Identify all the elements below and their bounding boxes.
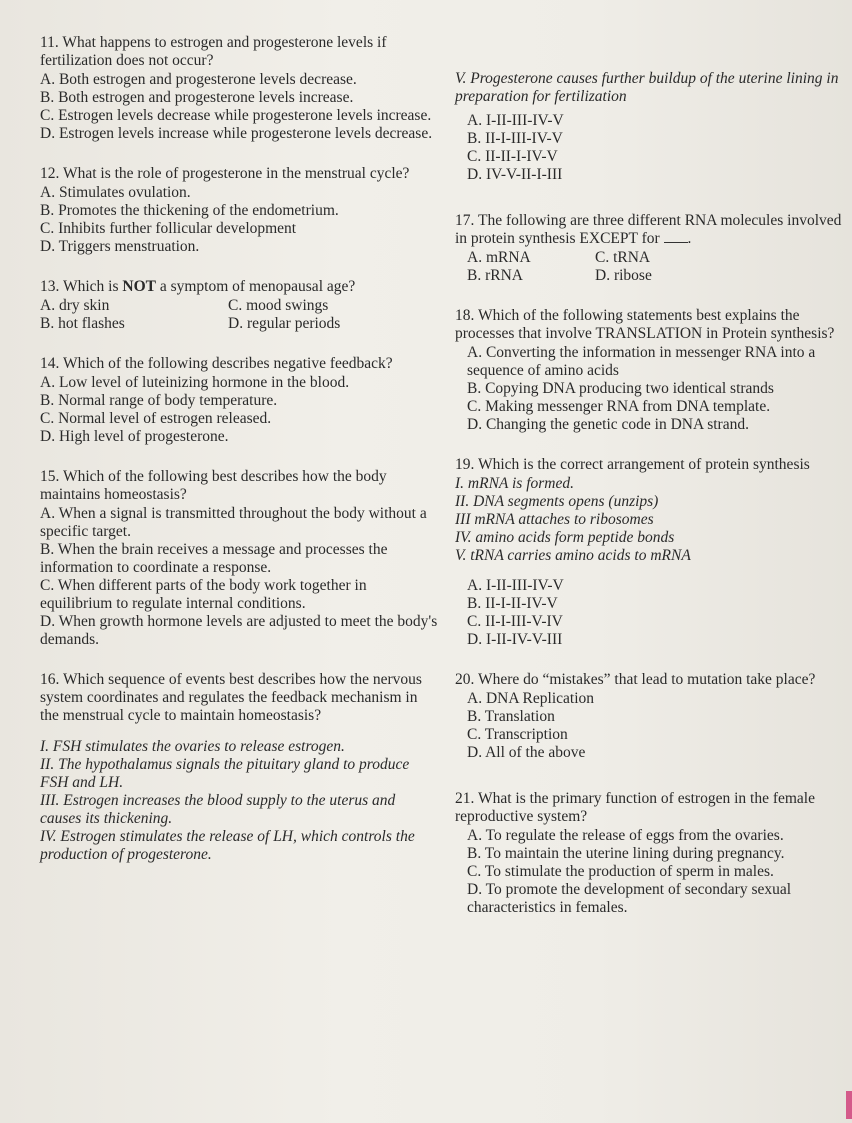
option-b[interactable]: B. Copying DNA producing two identical strands <box>467 380 774 397</box>
option-d[interactable]: D. Estrogen levels increase while progesterone levels decrease. <box>40 125 433 142</box>
sequence-item-5: V. Progesterone causes further buildup of the uterine lining in preparation for fertilization <box>455 70 839 105</box>
sequence-item-5: V. tRNA carries amino acids to mRNA <box>455 547 691 564</box>
question-18 <box>455 307 845 434</box>
option-a[interactable]: A. I-II-III-IV-V <box>467 577 564 594</box>
question-11 <box>40 34 440 143</box>
option-d[interactable]: D. To promote the development of secondary sexual characteristics in females. <box>467 881 792 916</box>
sequence-item-1: I. FSH stimulates the ovaries to release estrogen. <box>40 738 345 755</box>
edge-color-mark <box>846 1091 852 1119</box>
question-stem: 11. What happens to estrogen and progesterone levels if fertilization does not occur? <box>40 34 387 69</box>
option-d[interactable]: D. regular periods <box>228 315 341 332</box>
sequence-item-4: IV. amino acids form peptide bonds <box>455 529 675 546</box>
right-column <box>455 70 845 933</box>
option-b[interactable]: B. To maintain the uterine lining during pregnancy. <box>467 845 785 862</box>
stem-post: a symptom of menopausal age? <box>155 278 356 295</box>
stem-pre: 13. Which is <box>40 278 123 295</box>
option-b[interactable]: B. Promotes the thickening of the endometrium. <box>40 202 339 219</box>
sequence-item-3: III. Estrogen increases the blood supply to the uterus and causes its thickening. <box>40 792 396 827</box>
option-c[interactable]: C. Inhibits further follicular development <box>40 220 297 237</box>
question-20 <box>455 671 845 762</box>
question-16 <box>40 671 440 864</box>
question-12 <box>40 165 440 256</box>
question-stem: 15. Which of the following best describes how the body maintains homeostasis? <box>40 468 387 503</box>
question-14 <box>40 355 440 446</box>
option-a[interactable]: A. Stimulates ovulation. <box>40 184 191 201</box>
option-c[interactable]: C. Estrogen levels decrease while progesterone levels increase. <box>40 107 432 124</box>
option-d[interactable]: D. ribose <box>595 267 652 284</box>
sequence-item-2: II. DNA segments opens (unzips) <box>455 493 659 510</box>
option-c[interactable]: C. Normal level of estrogen released. <box>40 410 272 427</box>
question-stem: 17. The following are three different RNA molecules involved in protein synthesis EXCEPT for . <box>455 212 842 247</box>
sequence-item-3: III mRNA attaches to ribosomes <box>455 511 654 528</box>
sequence-item-4: IV. Estrogen stimulates the release of LH, which controls the production of progesterone. <box>40 828 415 863</box>
option-a[interactable]: A. Converting the information in messenger RNA into a sequence of amino acids <box>467 344 816 379</box>
question-15 <box>40 468 440 649</box>
left-column <box>40 34 440 880</box>
option-c[interactable]: C. II-I-III-V-IV <box>467 613 563 630</box>
option-d[interactable]: D. Triggers menstruation. <box>40 238 200 255</box>
question-stem: 16. Which sequence of events best describes how the nervous system coordinates and regulates the feedback mechanism in the menstrual cycle to maintain homeostasis? <box>40 671 422 724</box>
sequence-item-1: I. mRNA is formed. <box>455 475 574 492</box>
option-b[interactable]: B. Both estrogen and progesterone levels increase. <box>40 89 354 106</box>
option-b[interactable]: B. hot flashes <box>40 315 125 332</box>
option-d[interactable]: D. I-II-IV-V-III <box>467 631 563 648</box>
question-stem: 14. Which of the following describes negative feedback? <box>40 355 393 372</box>
option-a[interactable]: A. mRNA <box>467 249 531 266</box>
option-c[interactable]: C. Making messenger RNA from DNA template. <box>467 398 771 415</box>
question-stem: 12. What is the role of progesterone in the menstrual cycle? <box>40 165 410 182</box>
option-c[interactable]: C. Transcription <box>467 726 568 743</box>
option-a[interactable]: A. When a signal is transmitted throughout the body without a specific target. <box>40 505 427 540</box>
option-a[interactable]: A. To regulate the release of eggs from the ovaries. <box>467 827 784 844</box>
option-c[interactable]: C. mood swings <box>228 297 329 314</box>
question-stem: 18. Which of the following statements best explains the processes that involve TRANSLATION in Protein synthesis? <box>455 307 835 342</box>
option-a[interactable]: A. I-II-III-IV-V <box>467 112 564 129</box>
stem-text: 17. The following are three different RNA molecules involved in protein synthesis EXCEPT for <box>455 212 842 247</box>
question-stem <box>40 278 440 296</box>
option-c[interactable]: C. II-II-I-IV-V <box>467 148 558 165</box>
question-16-continued <box>455 70 845 184</box>
question-13 <box>40 278 440 333</box>
question-stem: 19. Which is the correct arrangement of protein synthesis <box>455 456 810 473</box>
option-b[interactable]: B. II-I-III-IV-V <box>467 130 563 147</box>
stem-emphasis: NOT <box>122 278 156 295</box>
option-d[interactable]: D. Changing the genetic code in DNA strand. <box>467 416 749 433</box>
option-b[interactable]: B. When the brain receives a message and processes the information to coordinate a response. <box>40 541 388 576</box>
option-b[interactable]: B. rRNA <box>467 267 523 284</box>
question-21 <box>455 790 845 917</box>
question-stem: 21. What is the primary function of estrogen in the female reproductive system? <box>455 790 815 825</box>
option-c[interactable]: C. tRNA <box>595 249 651 266</box>
option-d[interactable]: D. All of the above <box>467 744 586 761</box>
sequence-item-2: II. The hypothalamus signals the pituitary gland to produce FSH and LH. <box>40 756 410 791</box>
option-d[interactable]: D. IV-V-II-I-III <box>467 166 563 183</box>
option-a[interactable]: A. Low level of luteinizing hormone in the blood. <box>40 374 350 391</box>
answer-blank[interactable] <box>664 230 688 243</box>
option-c[interactable]: C. When different parts of the body work together in equilibrium to regulate internal conditions. <box>40 577 367 612</box>
option-d[interactable]: D. High level of progesterone. <box>40 428 229 445</box>
question-stem: 20. Where do “mistakes” that lead to mutation take place? <box>455 671 816 688</box>
option-b[interactable]: B. II-I-II-IV-V <box>467 595 558 612</box>
option-b[interactable]: B. Translation <box>467 708 555 725</box>
question-17 <box>455 212 845 285</box>
option-a[interactable]: A. dry skin <box>40 297 110 314</box>
option-b[interactable]: B. Normal range of body temperature. <box>40 392 278 409</box>
option-d[interactable]: D. When growth hormone levels are adjusted to meet the body's demands. <box>40 613 438 648</box>
option-a[interactable]: A. DNA Replication <box>467 690 594 707</box>
option-a[interactable]: A. Both estrogen and progesterone levels decrease. <box>40 71 357 88</box>
option-c[interactable]: C. To stimulate the production of sperm in males. <box>467 863 774 880</box>
question-19 <box>455 456 845 649</box>
